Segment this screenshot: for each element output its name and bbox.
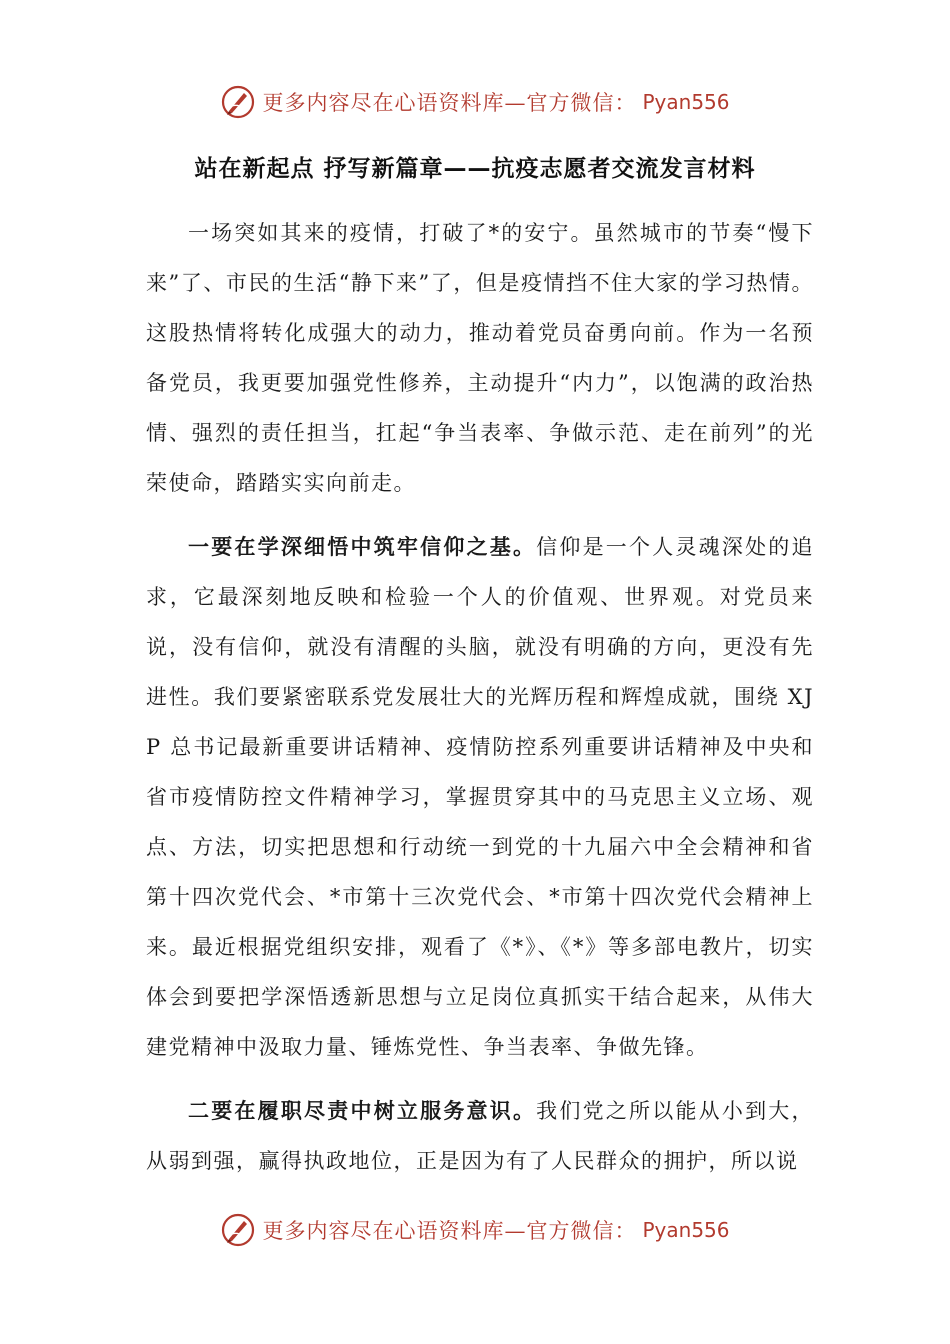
paragraph-point-two <box>146 1086 814 1186</box>
watermark-contact: Pyan556 <box>642 90 730 114</box>
paragraph-text: 我们党之所以能从小到大，从弱到强，赢得执政地位，正是因为有了人民群众的拥护，所以说 <box>146 1099 814 1173</box>
watermark-contact: Pyan556 <box>642 1218 730 1242</box>
header-watermark <box>0 82 950 122</box>
footer-watermark <box>0 1210 950 1250</box>
pen-circle-icon <box>220 84 256 120</box>
watermark-text: 更多内容尽在心语资料库—官方微信： <box>262 1219 637 1243</box>
pen-circle-icon <box>220 1212 256 1248</box>
paragraph-text: 一场突如其来的疫情，打破了*的安宁。虽然城市的节奏“慢下来”了、市民的生活“静下来”了，但是疫情挡不住大家的学习热情。这股热情将转化成强大的动力，推动着党员奋勇向前。作为一名预备党员，我更要加强党性修养，主动提升“内力”，以饱满的政治热情、强烈的责任担当，扛起“争当表率、争做示范、走在前列”的光荣使命，踏踏实实向前走。 <box>146 221 814 495</box>
paragraph-text: 信仰是一个人灵魂深处的追求，它最深刻地反映和检验一个人的价值观、世界观。对党员来说，没有信仰，就没有清醒的头脑，就没有明确的方向，更没有先进性。我们要紧密联系党发展壮大的光辉历程和辉煌成就，围绕 XJP 总书记最新重要讲话精神、疫情防控系列重要讲话精神及中央和省市疫情防控文件精神学习，掌握贯穿其中的马克思主义立场、观点、方法，切实把思想和行动统一到党的十九届六中全会精神和省第十四次党代会、*市第十三次党代会、*市第十四次党代会精神上来。最近根据党组织安排，观看了《*》、《*》等多部电教片，切实体会到要把学深悟透新思想与立足岗位真抓实干结合起来，从伟大建党精神中汲取力量、锤炼党性、争当表率、争做先锋。 <box>146 535 814 1059</box>
paragraph-point-one <box>146 522 814 1072</box>
watermark-text: 更多内容尽在心语资料库—官方微信： <box>262 91 637 115</box>
document-body <box>146 208 814 1200</box>
paragraph-intro <box>146 208 814 508</box>
paragraph-lead: 二要在履职尽责中树立服务意识。 <box>188 1099 537 1123</box>
document-title: 站在新起点 抒写新篇章——抗疫志愿者交流发言材料 <box>194 156 756 182</box>
paragraph-lead: 一要在学深细悟中筑牢信仰之基。 <box>188 535 537 559</box>
